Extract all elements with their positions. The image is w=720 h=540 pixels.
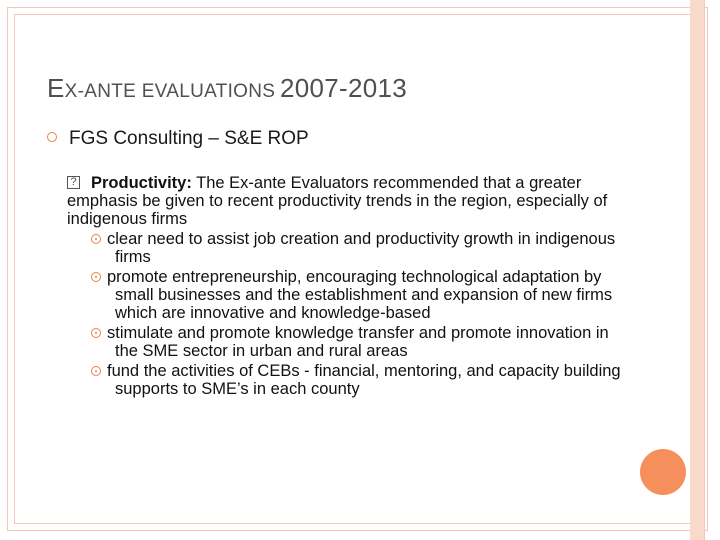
list-item-text: clear need to assist job creation and productivity growth in indigenous firms (107, 230, 616, 266)
sub-bullet-list (67, 230, 627, 398)
decorative-circle (640, 449, 686, 495)
box-bullet-icon: ? (67, 176, 80, 189)
bullet-level2-paragraph (67, 174, 627, 228)
title-first-letter: E (47, 73, 65, 103)
bullet-level1-text: FGS Consulting – S&E ROP (69, 128, 309, 149)
list-item (67, 324, 627, 360)
circle-bullet-icon (91, 234, 101, 244)
circle-bullet-icon (91, 366, 101, 376)
circle-bullet-icon (91, 272, 101, 282)
circle-bullet-icon (91, 328, 101, 338)
list-item-text: promote entrepreneurship, encouraging technological adaptation by small businesses and the establishment and expansion of new firms which are innovative and knowledge-based (107, 268, 613, 322)
title-year: 2007-2013 (279, 73, 408, 103)
list-item (67, 230, 627, 266)
list-item-text: stimulate and promote knowledge transfer and promote innovation in the SME sector in urban and rural areas (107, 324, 609, 360)
side-rail-edge (704, 0, 705, 540)
list-item (67, 268, 627, 322)
bullet-level2-text: The Ex-ante Evaluators recommended that a greater emphasis be given to recent productivity trends in the region, especially of indigenous firms (67, 174, 608, 228)
productivity-label: Productivity: (91, 174, 192, 192)
bullet-level2 (67, 174, 627, 400)
list-item-text: fund the activities of CEBs - financial, mentoring, and capacity building supports to SME’s in each county (107, 362, 621, 398)
circle-bullet-icon (47, 132, 57, 142)
slide-title (47, 73, 407, 104)
list-item (67, 362, 627, 398)
title-rest: X-ANTE EVALUATIONS (64, 81, 276, 102)
bullet-level1 (47, 128, 309, 150)
side-rail (690, 0, 704, 540)
